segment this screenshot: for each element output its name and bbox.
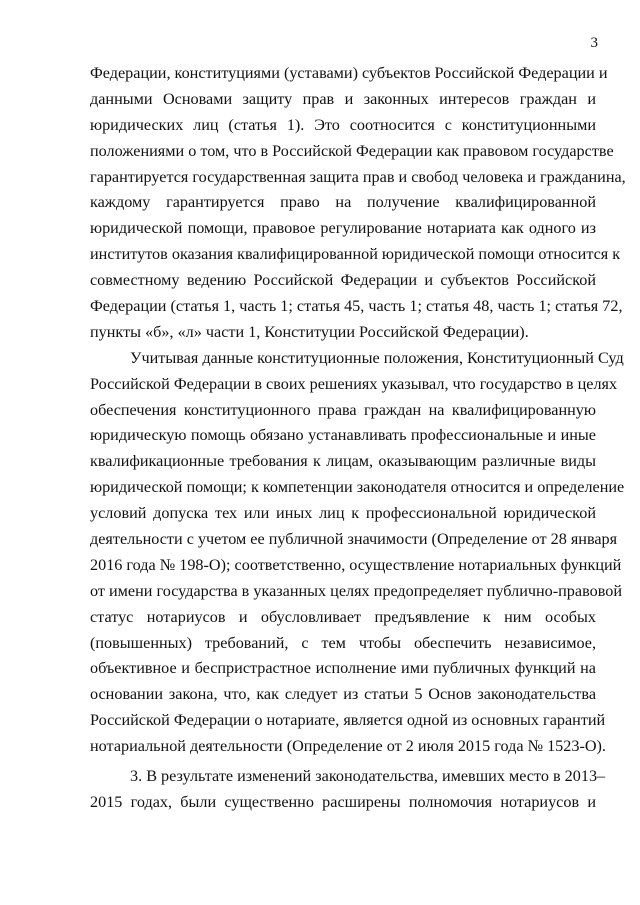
text-line: каждому гарантируется право на получение квалифицированной: [90, 193, 596, 212]
text-line: 3. В результате изменений законодательства, имевших место в 2013–: [130, 767, 606, 786]
text-line: юридической помощи, правовое регулирование нотариата как одного из: [90, 219, 596, 238]
text-line: юридическую помощь обязано устанавливать профессиональные и иные: [90, 426, 596, 445]
text-line: нотариальной деятельности (Определение от 2 июля 2015 года № 1523-О).: [90, 737, 606, 756]
paragraph-continuation: [90, 61, 626, 346]
text-line: данными Основами защиту прав и законных интересов граждан и: [90, 89, 596, 108]
document-body: [90, 61, 626, 816]
text-line: основании закона, что, как следует из статьи 5 Основ законодательства: [90, 685, 596, 704]
text-line: Учитывая данные конституционные положения, Конституционный Суд: [130, 348, 624, 367]
text-line: квалификационные требования к лицам, оказывающим различные виды: [90, 452, 596, 471]
text-line: (повышенных) требований, с тем чтобы обеспечить независимое,: [90, 633, 596, 652]
text-line: институтов оказания квалифицированной юридической помощи относится к: [90, 245, 621, 264]
text-line: положениями о том, что в Российской Федерации как правовом государстве: [90, 141, 614, 160]
paragraph-item-3: [90, 764, 606, 816]
page-number: 3: [590, 35, 598, 51]
text-line: объективное и беспристрастное исполнение ими публичных функций на: [90, 659, 596, 678]
text-line: от имени государства в указанных целях предопределяет публично-правовой: [90, 581, 622, 600]
text-line: совместному ведению Российской Федерации и субъектов Российской: [90, 271, 596, 290]
text-line: Российской Федерации о нотариате, является одной из основных гарантий: [90, 711, 606, 730]
text-line: юридической помощи; к компетенции законодателя относится и определение: [90, 478, 625, 497]
text-line: деятельности с учетом ее публичной значимости (Определение от 28 января: [90, 530, 618, 549]
text-line: 2015 годах, были существенно расширены полномочия нотариусов и: [90, 792, 596, 811]
text-line: юридических лиц (статья 1). Это соотносится с конституционными: [90, 115, 596, 134]
text-line: условий допуска тех или иных лиц к профессиональной юридической: [90, 504, 596, 523]
text-line: статус нотариусов и обусловливает предъявление к ним особых: [90, 607, 596, 626]
paragraph-constitutional-court: [90, 346, 625, 760]
text-line: 2016 года № 198-О); соответственно, осуществление нотариальных функций: [90, 555, 622, 574]
text-line: гарантируется государственная защита прав и свобод человека и гражданина,: [90, 167, 626, 186]
text-line: Федерации (статья 1, часть 1; статья 45, часть 1; статья 48, часть 1; статья 72,: [90, 297, 623, 316]
text-line: обеспечения конституционного права граждан на квалифицированную: [90, 400, 596, 419]
text-line: Российской Федерации в своих решениях указывал, что государство в целях: [90, 374, 618, 393]
text-line: Федерации, конституциями (уставами) субъектов Российской Федерации и: [90, 64, 608, 82]
text-line: пункты «б», «л» части 1, Конституции Российской Федерации).: [90, 322, 529, 341]
